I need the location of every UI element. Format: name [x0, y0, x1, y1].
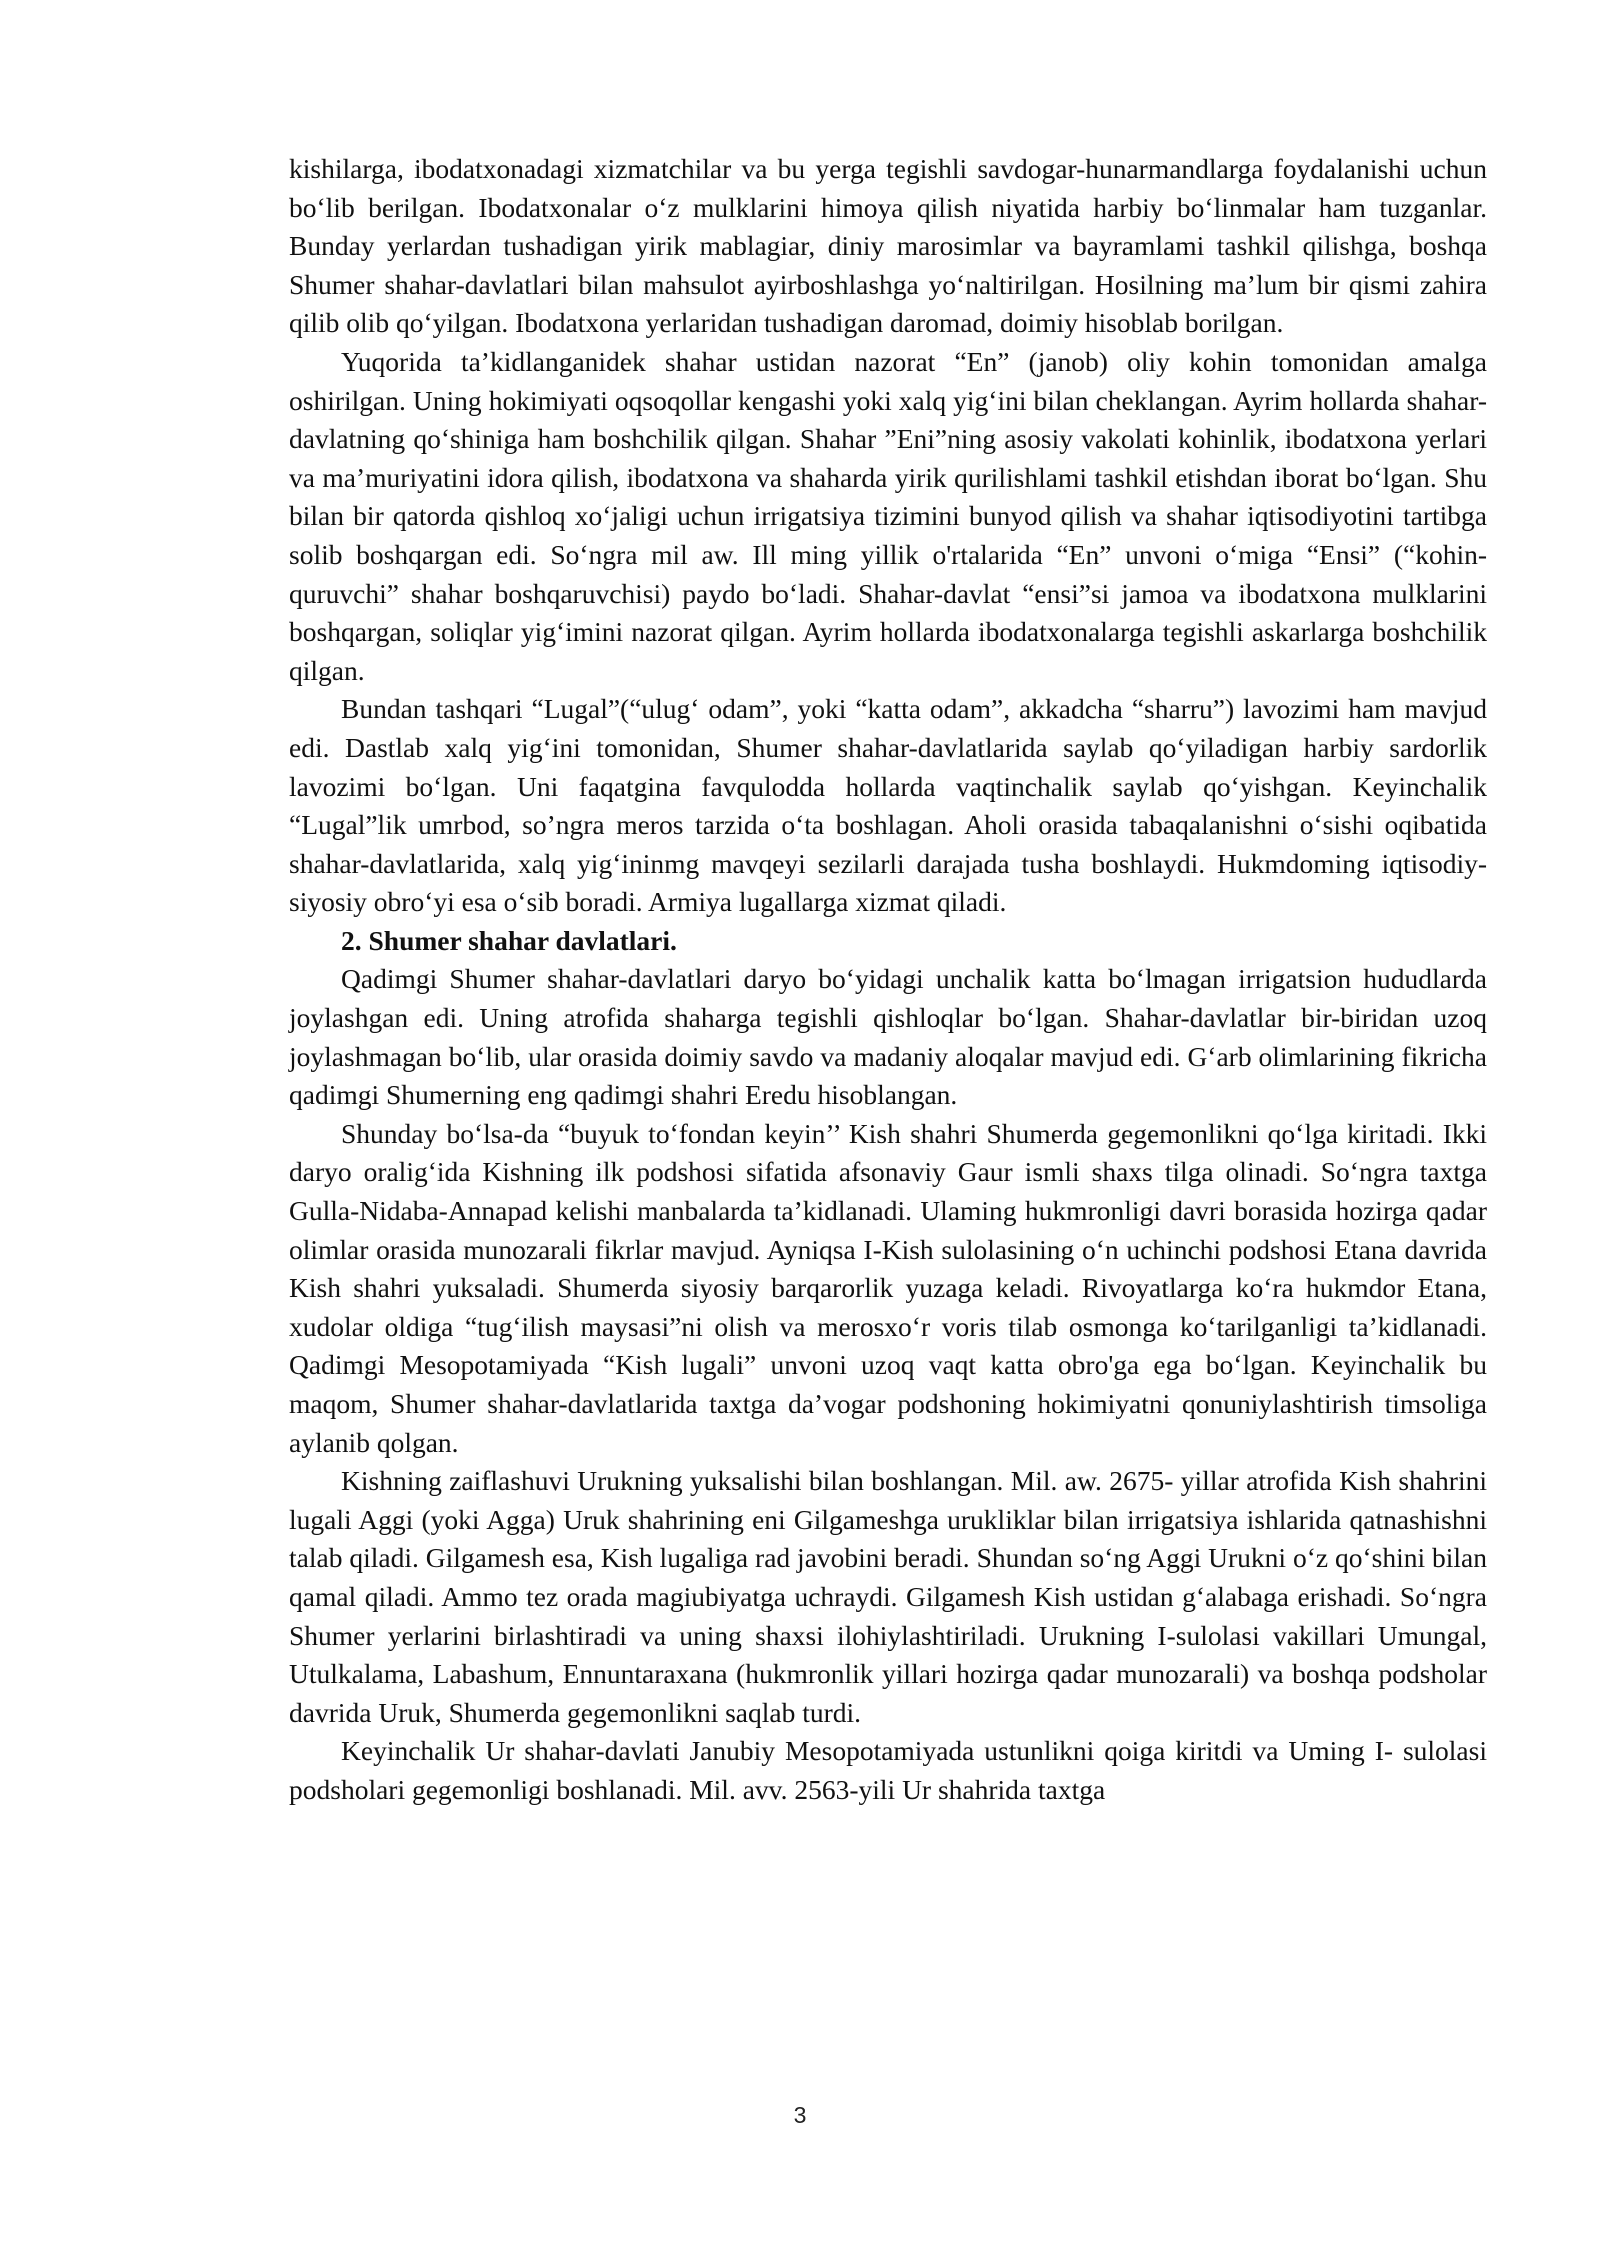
section-heading: 2. Shumer shahar davlatlari.: [341, 924, 677, 956]
paragraph-uruk-yuksalishi: Kishning zaiflashuvi Urukning yuksalishi bilan boshlangan. Mil. aw. 2675- yillar atrofida Kish shahrini lugali Aggi (yoki Agga) Uruk shahrining eni Gilgameshga urukliklar bilan irrigatsiya ishlarida qatnashishni talab qiladi. Gilgamesh esa, Kish lugaliga rad javobini beradi. Shundan so‘ng Aggi Urukni o‘z qo‘shini bilan qamal qiladi. Ammo tez orada magiubiyatga uchraydi. Gilgamesh Kish ustidan g‘alabaga erishadi. So‘ngra Shumer yerlarini birlashtiradi va uning shaxsi ilohiylashtiriladi. Urukning I-sulolasi vakillari Umungal, Utulkalama, Labashum, Ennuntaraxana (hukmronlik yillari hozirga qadar munozarali) va boshqa podsholar davrida Uruk, Shumerda gegemonlikni saqlab turdi.: [289, 1465, 1487, 1728]
document-page: [289, 150, 1487, 1810]
paragraph-kish-gegemonligi: Shunday bo‘lsa-da “buyuk to‘fondan keyin’’ Kish shahri Shumerda gegemonlikni qo‘lga kiritadi. Ikki daryo oralig‘ida Kishning ilk podshosi sifatida afsonaviy Gaur ismli shaxs tilga olinadi. So‘ngra taxtga Gulla-Nidaba-Annapad kelishi manbalarda ta’kidlanadi. Ulaming hukmronligi davri borasida hozirga qadar olimlar orasida munozarali fikrlar mavjud. Ayniqsa I-Kish sulolasining o‘n uchinchi podshosi Etana davrida Kish shahri yuksaladi. Shumerda siyosiy barqarorlik yuzaga keladi. Rivoyatlarga ko‘ra hukmdor Etana, xudolar oldiga “tug‘ilish maysasi”ni olish va merosxo‘r voris tilab osmonga ko‘tarilganligi ta’kidlanadi. Qadimgi Mesopotamiyada “Kish lugali” unvoni uzoq vaqt katta obro'ga ega bo‘lgan. Keyinchalik bu maqom, Shumer shahar-davlatlarida taxtga da’vogar podshoning hokimiyatni qonuniylashtirish timsoliga aylanib qolgan.: [289, 1117, 1487, 1458]
paragraph-ur-shahar-davlati: Keyinchalik Ur shahar-davlati Janubiy Mesopotamiyada ustunlikni qoiga kiritdi va Uming I- sulolasi podsholari gegemonligi boshlanadi. Mil. avv. 2563-yili Ur shahrida taxtga: [289, 1735, 1487, 1805]
page-number: 3: [793, 2102, 807, 2128]
paragraph-lugal-lavozimi: Bundan tashqari “Lugal”(“ulug‘ odam”, yoki “katta odam”, akkadcha “sharru”) lavozimi ham mavjud edi. Dastlab xalq yig‘ini tomonidan, Shumer shahar-davlatlarida saylab qo‘yiladigan harbiy sardorlik lavozimi bo‘lgan. Uni faqatgina favqulodda hollarda vaqtinchalik saylab qo‘yishgan. Keyinchalik “Lugal”lik umrbod, so’ngra meros tarzida o‘ta boshlagan. Aholi orasida tabaqalanishni o‘sishi oqibatida shahar-davlatlarida, xalq yig‘ininmg mavqeyi sezilarli darajada tusha boshlaydi. Hukmdoming iqtisodiy-siyosiy obro‘yi esa o‘sib boradi. Armiya lugallarga xizmat qiladi.: [289, 693, 1487, 918]
paragraph-shumer-shahar-davlatlari: Qadimgi Shumer shahar-davlatlari daryo bo‘yidagi unchalik katta bo‘lmagan irrigatsion hududlarda joylashgan edi. Uning atrofida shaharga tegishli qishloqlar bo‘lgan. Shahar-davlatlar bir-biridan uzoq joylashmagan bo‘lib, ular orasida doimiy savdo va madaniy aloqalar mavjud edi. G‘arb olimlarining fikricha qadimgi Shumerning eng qadimgi shahri Eredu hisoblangan.: [289, 963, 1487, 1111]
paragraph-en-oliy-kohin: Yuqorida ta’kidlanganidek shahar ustidan nazorat “En” (janob) oliy kohin tomonidan amalga oshirilgan. Uning hokimiyati oqsoqollar kengashi yoki xalq yig‘ini bilan cheklangan. Ayrim hollarda shahar- davlatning qo‘shiniga ham boshchilik qilgan. Shahar ”Eni”ning asosiy vakolati kohinlik, ibodatxona yerlari va ma’muriyatini idora qilish, ibodatxona va shaharda yirik qurilishlami tashkil etishdan iborat bo‘lgan. Shu bilan bir qatorda qishloq xo‘jaligi uchun irrigatsiya tizimini bunyod qilish va shahar iqtisodiyotini tartibga solib boshqargan edi. So‘ngra mil aw. Ill ming yillik o'rtalarida “En” unvoni o‘miga “Ensi” (“kohin-quruvchi” shahar boshqaruvchisi) paydo bo‘ladi. Shahar-davlat “ensi”si jamoa va ibodatxona mulklarini boshqargan, soliqlar yig‘imini nazorat qilgan. Ayrim hollarda ibodatxonalarga tegishli askarlarga boshchilik qilgan.: [289, 345, 1487, 686]
paragraph-ibodatxona-yerlari: kishilarga, ibodatxonadagi xizmatchilar va bu yerga tegishli savdogar-hunarmandlarga foydalanishi uchun bo‘lib berilgan. Ibodatxonalar o‘z mulklarini himoya qilish niyatida harbiy bo‘linmalar ham tuzganlar. Bunday yerlardan tushadigan yirik mablagiar, diniy marosimlar va bayramlami tashkil qilishga, boshqa Shumer shahar-davlatlari bilan mahsulot ayirboshlashga yo‘naltirilgan. Hosilning ma’lum bir qismi zahira qilib olib qo‘yilgan. Ibodatxona yerlaridan tushadigan daromad, doimiy hisoblab borilgan.: [289, 153, 1487, 339]
